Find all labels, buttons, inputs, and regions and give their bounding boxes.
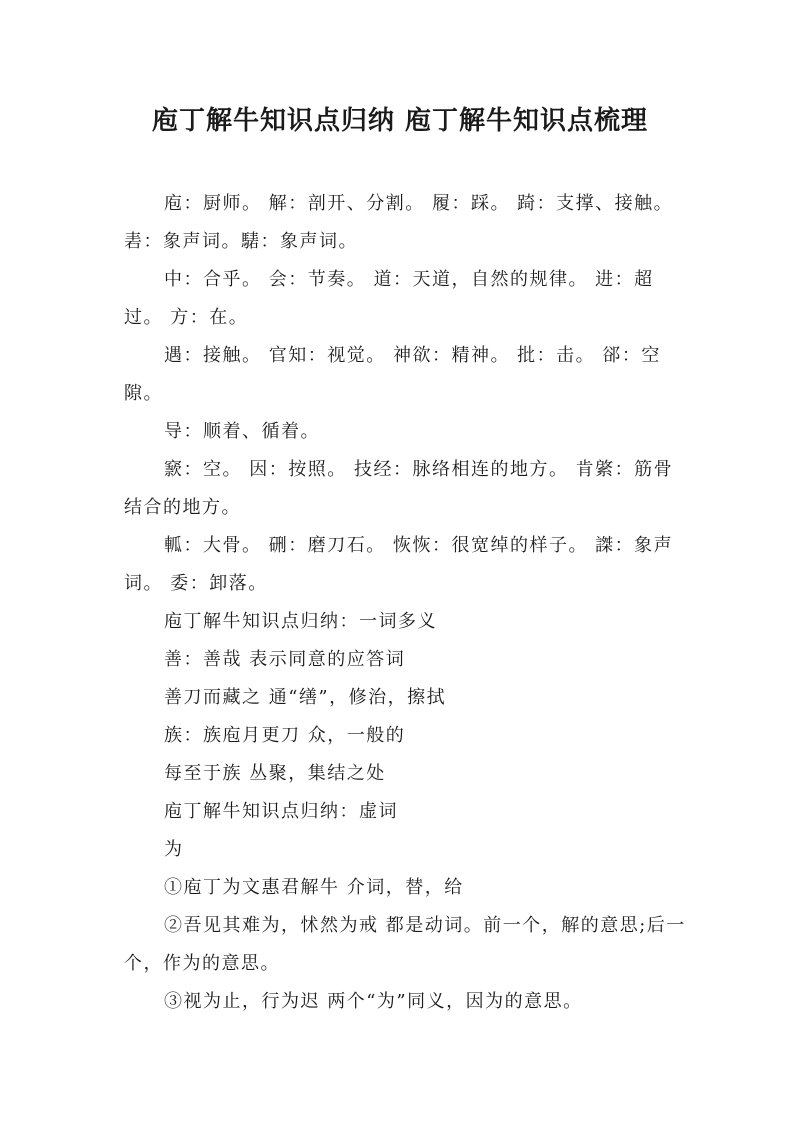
paragraph-8: 善：善哉 表示同意的应答词 [164,649,406,670]
paragraph-5: 窾：空。 因：按照。 技经：脉络相连的地方。 肯綮：筋骨结合的地方。 [124,459,674,518]
paragraph-7: 庖丁解牛知识点归纳：一词多义 [164,611,437,632]
paragraph-6: 軱：大骨。 硎：磨刀石。 恢恢：很宽绰的样子。 謋：象声词。 委：卸落。 [124,535,674,594]
document-title: 庖丁解牛知识点归纳 庖丁解牛知识点梳理 [151,106,649,136]
paragraph-11: 每至于族 丛聚，集结之处 [164,763,386,784]
paragraph-12: 庖丁解牛知识点归纳：虚词 [164,801,398,822]
paragraph-14: ①庖丁为文惠君解牛 介词，替，给 [164,877,464,898]
paragraph-4: 导：顺着、循着。 [164,421,320,442]
paragraph-1: 庖：厨师。 解：剖开、分割。 履：踩。 踦：支撑、接触。 砉：象声词。騞：象声词。 [124,193,674,252]
paragraph-16: ③视为止，行为迟 两个“为”同义，因为的意思。 [164,991,583,1012]
paragraph-2: 中：合乎。 会：节奏。 道：天道，自然的规律。 进：超过。 方：在。 [124,269,654,328]
paragraph-9: 善刀而藏之 通“缮”，修治，擦拭 [164,687,447,708]
paragraph-13: 为 [164,839,184,860]
paragraph-15: ②吾见其难为，怵然为戒 都是动词。前一个，解的意思;后一个，作为的意思。 [124,915,686,974]
paragraph-10: 族：族庖月更刀 众，一般的 [164,725,406,746]
document-body [124,185,690,1021]
paragraph-3: 遇：接触。 官知：视觉。 神欲：精神。 批：击。 郤：空隙。 [124,345,661,404]
